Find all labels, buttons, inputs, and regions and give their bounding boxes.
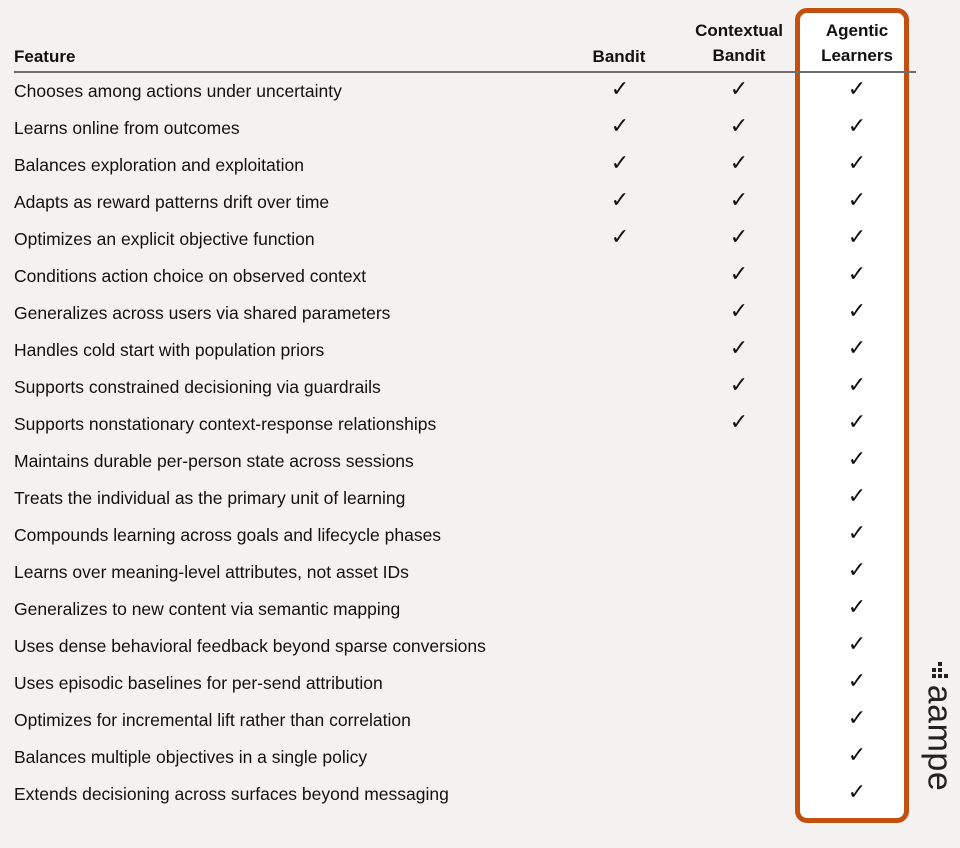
table-row [14, 593, 920, 630]
feature-label: Treats the individual as the primary unit of learning [14, 488, 406, 508]
table-header [14, 0, 920, 72]
header-divider [14, 71, 916, 73]
table-row [14, 371, 920, 408]
check-icon-agentic: ✓ [847, 632, 867, 657]
header-agentic-learners-line1: Agentic [825, 21, 889, 40]
table-row [14, 149, 920, 186]
check-icon-contextual: ✓ [729, 262, 749, 287]
check-icon-agentic: ✓ [847, 484, 867, 509]
feature-label: Chooses among actions under uncertainty [14, 81, 342, 101]
table-row [14, 408, 920, 445]
check-icon-agentic: ✓ [847, 373, 867, 398]
header-contextual-bandit-line2: Bandit [712, 46, 766, 65]
header-feature [14, 44, 75, 69]
feature-label: Optimizes an explicit objective function [14, 229, 315, 249]
aampe-wordmark: aampe [920, 684, 959, 792]
feature-label: Adapts as reward patterns drift over time [14, 192, 330, 212]
check-icon-bandit: ✓ [610, 151, 630, 176]
check-icon-agentic: ✓ [847, 336, 867, 361]
feature-label: Uses episodic baselines for per-send attribution [14, 673, 383, 693]
check-icon-contextual: ✓ [729, 77, 749, 102]
check-icon-contextual: ✓ [729, 114, 749, 139]
table-row [14, 223, 920, 260]
check-icon-contextual: ✓ [729, 410, 749, 435]
check-icon-agentic: ✓ [847, 595, 867, 620]
feature-label: Optimizes for incremental lift rather than correlation [14, 710, 411, 730]
header-agentic-learners [814, 18, 900, 68]
check-icon-agentic: ✓ [847, 262, 867, 287]
aampe-mark-icon [928, 662, 950, 680]
table-row [14, 334, 920, 371]
feature-label: Learns over meaning-level attributes, not asset IDs [14, 562, 409, 582]
check-icon-bandit: ✓ [610, 225, 630, 250]
table-row [14, 260, 920, 297]
header-feature-label: Feature [14, 47, 76, 66]
check-icon-agentic: ✓ [847, 225, 867, 250]
table-row [14, 112, 920, 149]
table-row [14, 556, 920, 593]
feature-label: Learns online from outcomes [14, 118, 240, 138]
table-row [14, 186, 920, 223]
aampe-logo [920, 658, 959, 818]
check-icon-agentic: ✓ [847, 743, 867, 768]
table-row [14, 778, 920, 815]
check-icon-contextual: ✓ [729, 188, 749, 213]
feature-label: Supports nonstationary context-response relationships [14, 414, 437, 434]
table-row [14, 445, 920, 482]
check-icon-contextual: ✓ [729, 373, 749, 398]
table-row [14, 667, 920, 704]
table-row [14, 482, 920, 519]
table-row [14, 519, 920, 556]
table-row [14, 704, 920, 741]
feature-label: Uses dense behavioral feedback beyond sparse conversions [14, 636, 486, 656]
check-icon-contextual: ✓ [729, 299, 749, 324]
feature-label: Generalizes to new content via semantic mapping [14, 599, 401, 619]
check-icon-agentic: ✓ [847, 77, 867, 102]
table-body [14, 75, 920, 815]
check-icon-agentic: ✓ [847, 447, 867, 472]
table-row [14, 297, 920, 334]
table-row [14, 75, 920, 112]
check-icon-agentic: ✓ [847, 706, 867, 731]
check-icon-agentic: ✓ [847, 151, 867, 176]
table-row [14, 741, 920, 778]
header-agentic-learners-line2: Learners [821, 46, 893, 65]
check-icon-contextual: ✓ [729, 225, 749, 250]
check-icon-agentic: ✓ [847, 299, 867, 324]
header-bandit [574, 44, 664, 69]
check-icon-agentic: ✓ [847, 780, 867, 805]
check-icon-contextual: ✓ [729, 336, 749, 361]
check-icon-agentic: ✓ [847, 188, 867, 213]
check-icon-contextual: ✓ [729, 151, 749, 176]
check-icon-bandit: ✓ [610, 188, 630, 213]
feature-label: Compounds learning across goals and lifecycle phases [14, 525, 442, 545]
feature-label: Supports constrained decisioning via guardrails [14, 377, 381, 397]
feature-label: Handles cold start with population priors [14, 340, 325, 360]
header-contextual-bandit-line1: Contextual [695, 21, 783, 40]
feature-label: Maintains durable per-person state across sessions [14, 451, 414, 471]
check-icon-agentic: ✓ [847, 114, 867, 139]
table-row [14, 630, 920, 667]
feature-label: Balances exploration and exploitation [14, 155, 304, 175]
feature-label: Generalizes across users via shared parameters [14, 303, 391, 323]
check-icon-agentic: ✓ [847, 558, 867, 583]
check-icon-agentic: ✓ [847, 669, 867, 694]
header-bandit-label: Bandit [592, 47, 646, 66]
feature-label: Balances multiple objectives in a single policy [14, 747, 368, 767]
check-icon-bandit: ✓ [610, 77, 630, 102]
check-icon-bandit: ✓ [610, 114, 630, 139]
check-icon-agentic: ✓ [847, 521, 867, 546]
feature-label: Conditions action choice on observed context [14, 266, 367, 286]
feature-label: Extends decisioning across surfaces beyond messaging [14, 784, 449, 804]
check-icon-agentic: ✓ [847, 410, 867, 435]
header-contextual-bandit [684, 18, 794, 68]
